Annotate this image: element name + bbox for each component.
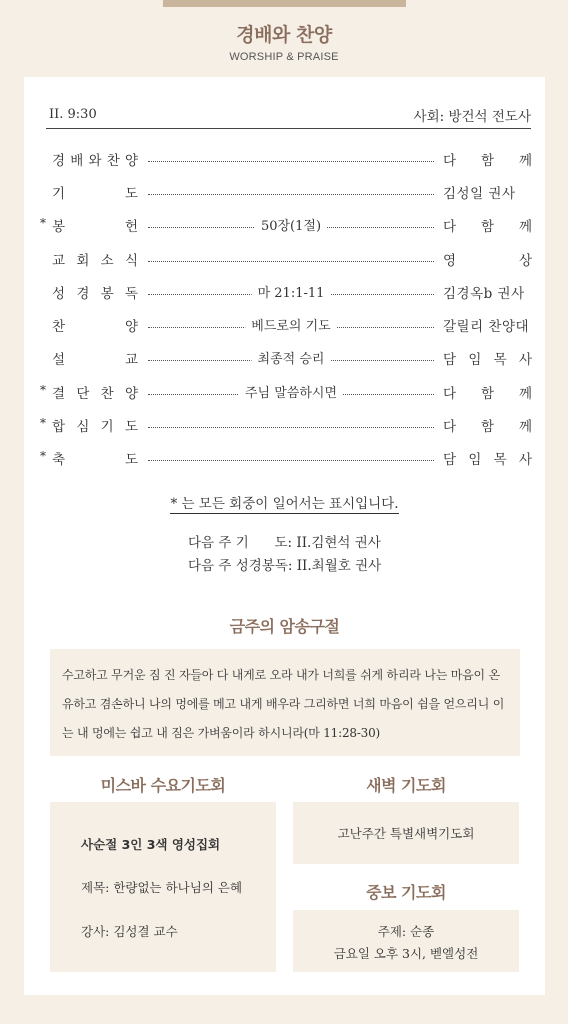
- dawn-prayer-text: 고난주간 특별새벽기도회: [337, 826, 475, 841]
- dotted-leader: [148, 415, 434, 437]
- service-time: II. 9:30: [49, 107, 97, 122]
- service-item-detail: 주님 말씀하시면: [239, 382, 343, 401]
- label-char: 성: [52, 286, 66, 302]
- service-item-detail: 베드로의 기도: [245, 315, 336, 334]
- service-item-label: [52, 415, 138, 435]
- leader-char: 영: [443, 253, 457, 269]
- service-item-detail: 최종적 승리: [252, 348, 331, 367]
- service-item-label: [52, 215, 138, 235]
- label-char: 결: [52, 386, 66, 402]
- label-char: 도: [124, 452, 138, 468]
- leader-char: 다: [443, 419, 457, 435]
- intercession-box: [293, 910, 519, 972]
- service-item-leader: [443, 382, 532, 402]
- misba-speaker: 강사: 김성결 교수: [81, 924, 178, 939]
- service-header: [46, 105, 531, 129]
- leader-char: 함: [480, 153, 495, 169]
- dotted-leader: [148, 282, 434, 304]
- dotted-leader: [148, 382, 434, 404]
- leader-char: 께: [518, 419, 532, 435]
- standing-mark: *: [40, 216, 46, 230]
- service-item-detail: 50장(1절): [255, 215, 327, 234]
- service-item-label: [52, 348, 138, 368]
- leader-char: 목: [493, 452, 507, 468]
- leader-char: 다: [443, 386, 457, 402]
- service-item-leader: 김성일 권사: [443, 186, 516, 202]
- leader-char: 임: [468, 452, 482, 468]
- leader-char: 께: [518, 386, 532, 402]
- label-char: 양: [124, 319, 138, 335]
- dotted-leader: [148, 448, 434, 470]
- dawn-prayer-title: 새벽 기도회: [366, 776, 446, 795]
- leader-char: 임: [468, 352, 482, 368]
- memory-verse-box: [50, 649, 520, 756]
- service-item-leader: [443, 149, 532, 169]
- service-item-label: [52, 315, 138, 335]
- service-item: [40, 348, 532, 370]
- service-item-leader: [443, 415, 532, 435]
- service-item-leader: [443, 249, 532, 269]
- misba-event: 사순절 3인 3색 영성집회: [81, 837, 221, 852]
- service-item-leader: [443, 215, 532, 235]
- leader-char: 사: [518, 352, 532, 368]
- label-char: 배: [70, 153, 84, 169]
- label-char: 도: [124, 419, 138, 435]
- service-item: [40, 149, 532, 171]
- leader-char: 다: [443, 219, 457, 235]
- label-char: 도: [124, 186, 138, 202]
- misba-title: 미스바 수요기도회: [100, 776, 226, 795]
- order-of-service-card: [24, 77, 545, 995]
- service-item-leader: 김경옥b 권사: [443, 286, 525, 302]
- service-item: [40, 282, 532, 304]
- service-item-leader: [443, 448, 532, 468]
- label-char: 설: [52, 352, 66, 368]
- label-char: 축: [52, 452, 66, 468]
- label-char: 양: [124, 386, 138, 402]
- label-char: 찬: [100, 386, 114, 402]
- intercession-theme: 주제: 순종: [377, 924, 435, 939]
- label-char: 봉: [100, 286, 114, 302]
- label-char: 교: [52, 253, 66, 269]
- leader-char: 사: [518, 452, 532, 468]
- label-char: 심: [76, 419, 90, 435]
- service-item: [40, 249, 532, 271]
- dotted-leader: [148, 215, 434, 237]
- service-item: [40, 382, 532, 404]
- misba-box: [50, 802, 276, 972]
- label-char: 소: [100, 253, 114, 269]
- label-char: 와: [88, 153, 102, 169]
- label-char: 교: [124, 352, 138, 368]
- service-item: [40, 415, 532, 437]
- leader-char: 함: [480, 219, 495, 235]
- intercession-title: 중보 기도회: [366, 883, 446, 902]
- label-char: 봉: [52, 219, 66, 235]
- section-subtitle: WORSHIP & PRAISE: [229, 51, 339, 63]
- service-item-label: [52, 149, 138, 169]
- service-item-label: [52, 448, 138, 468]
- service-item: [40, 215, 532, 237]
- dotted-leader: [148, 149, 434, 171]
- leader-char: 담: [443, 452, 457, 468]
- leader-char: 다: [443, 153, 457, 169]
- label-char: 경: [52, 153, 66, 169]
- dotted-leader: [148, 315, 434, 337]
- misba-topic: 제목: 한량없는 하나님의 은혜: [81, 880, 243, 895]
- leader-char: 함: [480, 386, 495, 402]
- service-item: [40, 182, 532, 204]
- service-item-label: [52, 382, 138, 402]
- intercession-when: 금요일 오후 3시, 벧엘성전: [333, 946, 479, 961]
- memory-verse-title: 금주의 암송구절: [229, 617, 340, 636]
- label-char: 헌: [124, 219, 138, 235]
- label-char: 기: [52, 186, 66, 202]
- service-item-leader: [443, 348, 532, 368]
- label-char: 찬: [52, 319, 66, 335]
- label-char: 단: [76, 386, 90, 402]
- standing-mark: *: [40, 416, 46, 430]
- section-title: 경배와 찬양: [236, 24, 332, 46]
- label-char: 회: [76, 253, 90, 269]
- label-char: 독: [124, 286, 138, 302]
- service-item: [40, 448, 532, 470]
- service-item-detail: 마 21:1-11: [252, 282, 331, 301]
- label-char: 식: [124, 253, 138, 269]
- service-item-leader: 갈릴리 찬양대: [443, 319, 530, 335]
- next-week-prayer: 다음 주 기 도: II.김현석 권사: [188, 535, 381, 551]
- memory-verse-text: 수고하고 무거운 짐 진 자들아 다 내게로 오라 내가 너희를 쉬게 하리라 나는 마음이 온유하고 겸손하니 나의 멍에를 메고 내게 배우라 그리하면 너희 마음이 쉼을 얻으리니 이는 내 멍에는 쉽고 내 짐은 가벼움이라 하시니라(마 11:28-30): [62, 668, 505, 740]
- next-week-reading: 다음 주 성경봉독: II.최월호 권사: [188, 558, 382, 574]
- label-char: 합: [52, 419, 66, 435]
- label-char: 양: [124, 153, 138, 169]
- leader-char: 께: [518, 153, 532, 169]
- label-char: 경: [76, 286, 90, 302]
- leader-char: 상: [518, 253, 532, 269]
- dotted-leader: [148, 348, 434, 370]
- dawn-prayer-box: [293, 802, 519, 864]
- standing-mark: *: [40, 449, 46, 463]
- leader-char: 함: [480, 419, 495, 435]
- service-item-label: [52, 282, 138, 302]
- label-char: 찬: [106, 153, 120, 169]
- leader-char: 목: [493, 352, 507, 368]
- dotted-leader: [148, 182, 434, 204]
- standing-note: * 는 모든 회중이 일어서는 표시입니다.: [170, 496, 399, 512]
- service-item-label: [52, 182, 138, 202]
- standing-mark: *: [40, 383, 46, 397]
- top-accent-bar: [163, 0, 406, 7]
- service-item-label: [52, 249, 138, 269]
- service-presider: 사회: 방건석 전도사: [413, 109, 531, 125]
- leader-char: 께: [518, 219, 532, 235]
- service-item: [40, 315, 532, 337]
- leader-char: 담: [443, 352, 457, 368]
- dotted-leader: [148, 249, 434, 271]
- label-char: 기: [100, 419, 114, 435]
